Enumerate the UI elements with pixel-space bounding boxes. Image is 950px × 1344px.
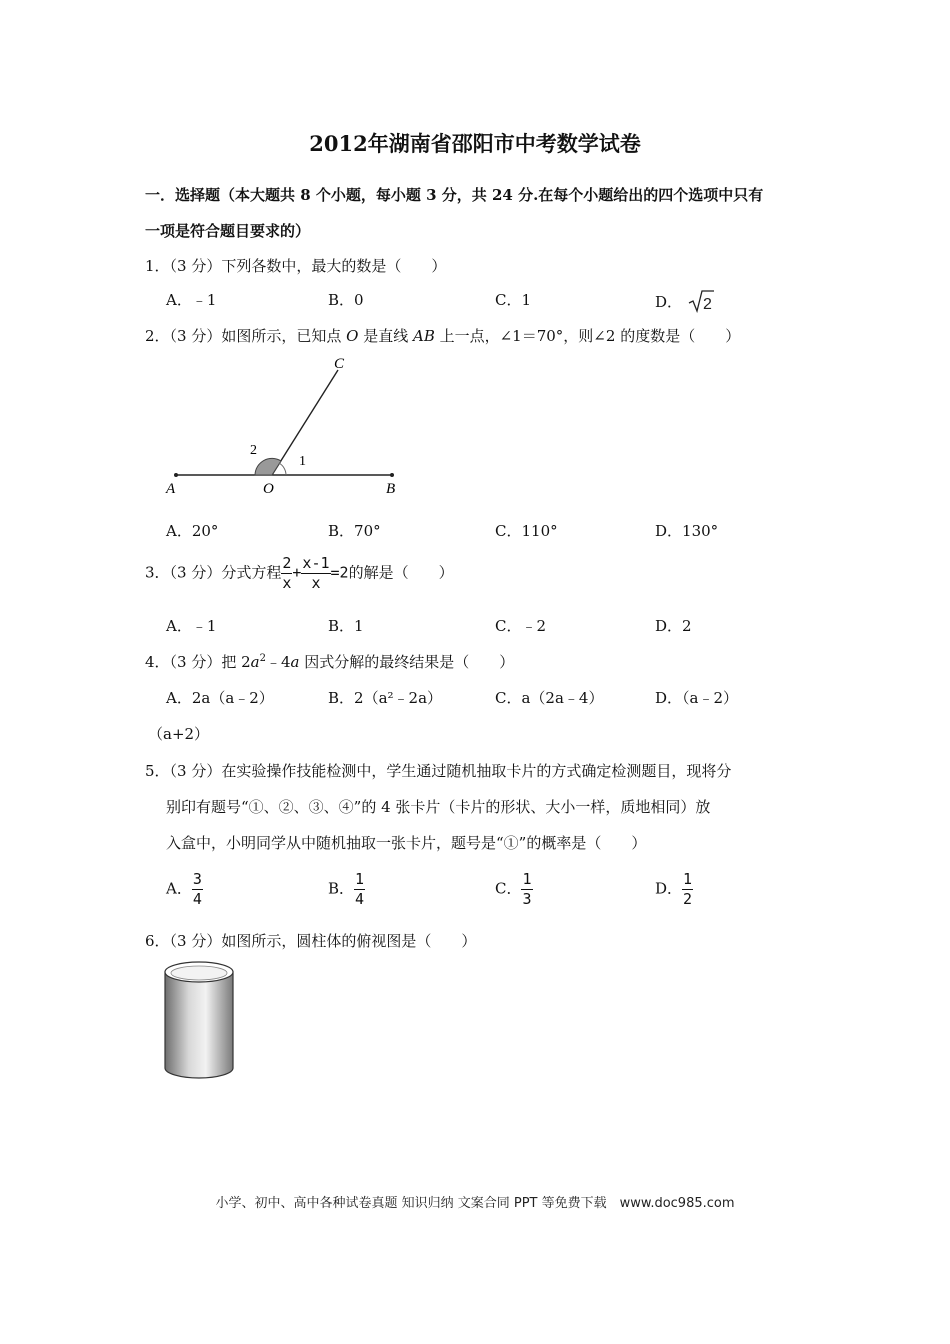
q3-option-a: A．﹣1 <box>166 617 217 635</box>
q5-a-fraction <box>192 870 203 909</box>
q3-f2-den: x <box>311 574 321 592</box>
q5-c-num: 1 <box>522 870 532 888</box>
q5-c-den: 3 <box>522 890 532 908</box>
q5-option-c <box>495 870 533 909</box>
q4-option-d: D．（a﹣2） <box>655 689 739 707</box>
q4-exponent: 2 <box>259 653 266 664</box>
q4-var-a-2: a <box>290 653 300 671</box>
q2-stem-pre: 2．（3 分）如图所示，已知点 <box>145 327 347 345</box>
q3-stem-pre: 3．（3 分）分式方程 <box>145 563 282 582</box>
q1-option-d-label: D． <box>655 293 683 311</box>
q4-var-a: a <box>250 653 260 671</box>
angle-2-marker <box>255 458 281 475</box>
q5-a-den: 4 <box>192 890 202 908</box>
q2-option-a: A．20° <box>166 522 219 540</box>
q3-option-c: C．﹣2 <box>495 617 547 635</box>
label-a: A <box>166 481 176 497</box>
cylinder-figure <box>160 958 240 1084</box>
section-heading-line2: 一项是符合题目要求的） <box>145 222 311 240</box>
q1-option-d <box>655 289 715 313</box>
q2-option-c: C．110° <box>495 522 558 540</box>
label-b: B <box>386 481 396 497</box>
q2-option-d: D．130° <box>655 522 719 540</box>
q3-stem <box>145 554 454 593</box>
q3-equals: =2 <box>330 563 349 582</box>
point-b-dot <box>390 473 394 477</box>
q5-c-label: C． <box>495 879 522 898</box>
q4-option-d-continued: （a+2） <box>148 725 210 743</box>
q4-stem <box>145 651 514 672</box>
q1-option-a: A．﹣1 <box>166 291 217 309</box>
label-c: C <box>334 356 345 372</box>
q3-stem-post: 的解是（ ） <box>348 563 454 582</box>
point-a-dot <box>174 473 178 477</box>
q5-c-fraction <box>521 870 532 909</box>
q4-stem-post: 因式分解的最终结果是（ ） <box>299 653 515 671</box>
label-angle-1: 1 <box>299 454 306 469</box>
q4-stem-mid: ﹣4 <box>266 653 291 671</box>
q5-b-fraction <box>354 870 365 909</box>
q5-d-label: D． <box>655 879 683 898</box>
q3-plus: + <box>292 563 302 582</box>
q3-fraction-2 <box>301 554 330 593</box>
sqrt-sign-icon <box>687 289 715 313</box>
angle-1-arc <box>279 463 286 475</box>
q4-option-a: A．2a（a﹣2） <box>166 689 274 707</box>
q4-stem-pre: 4．（3 分）把 2 <box>145 653 251 671</box>
q5-b-den: 4 <box>355 890 365 908</box>
label-o: O <box>263 481 274 497</box>
q2-stem-post: 上一点，∠1＝70°，则∠2 的度数是（ ） <box>434 327 741 345</box>
q5-d-den: 2 <box>683 890 693 908</box>
cylinder-body <box>165 972 233 1078</box>
q1-stem: 1．（3 分）下列各数中，最大的数是（ ） <box>145 257 447 275</box>
q5-b-num: 1 <box>355 870 365 888</box>
label-angle-2: 2 <box>250 443 257 458</box>
q2-stem <box>145 325 740 346</box>
page-footer: 小学、初中、高中各种试卷真题 知识归纳 文案合同 PPT 等免费下载 www.doc985.com <box>215 1196 735 1211</box>
q3-f2-num: x-1 <box>302 554 330 572</box>
q1-option-c: C．1 <box>495 291 532 309</box>
q5-a-label: A． <box>166 879 192 898</box>
q5-d-fraction <box>682 870 693 909</box>
q2-point-o: O <box>346 327 359 345</box>
q5-stem-line1: 5．（3 分）在实验操作技能检测中，学生通过随机抽取卡片的方式确定检测题目，现将分 <box>145 762 732 780</box>
q5-option-d <box>655 870 693 909</box>
q3-option-b: B．1 <box>328 617 364 635</box>
page-title: 2012年湖南省邵阳市中考数学试卷 <box>309 131 641 156</box>
q2-stem-mid: 是直线 <box>358 327 413 345</box>
q1-option-b: B．0 <box>328 291 364 309</box>
q3-f1-num: 2 <box>282 554 292 572</box>
q1-radicand: 2 <box>702 296 712 313</box>
q2-option-b: B．70° <box>328 522 381 540</box>
q4-option-b: B．2（a²﹣2a） <box>328 689 443 707</box>
q5-d-num: 1 <box>683 870 693 888</box>
cylinder-top-inner <box>171 966 227 980</box>
q3-f1-den: x <box>282 574 292 592</box>
q5-a-num: 3 <box>192 870 202 888</box>
q3-option-d: D．2 <box>655 617 692 635</box>
q5-stem-line2: 别印有题号“①、②、③、④”的 4 张卡片（卡片的形状、大小一样，质地相同）放 <box>166 798 711 816</box>
q5-option-b <box>328 870 365 909</box>
q4-option-c: C．a（2a﹣4） <box>495 689 604 707</box>
q5-b-label: B． <box>328 879 355 898</box>
q5-option-a <box>166 870 203 909</box>
q5-stem-line3: 入盒中，小明同学从中随机抽取一张卡片，题号是“①”的概率是（ ） <box>166 834 647 852</box>
q3-fraction-1 <box>281 554 292 593</box>
section-heading-line1: 一．选择题（本大题共 8 个小题，每小题 3 分，共 24 分.在每个小题给出的四个选项中只有 <box>145 186 764 204</box>
q2-angle-figure <box>160 350 420 500</box>
q2-line-ab: AB <box>412 327 435 345</box>
q6-stem: 6．（3 分）如图所示，圆柱体的俯视图是（ ） <box>145 932 477 950</box>
